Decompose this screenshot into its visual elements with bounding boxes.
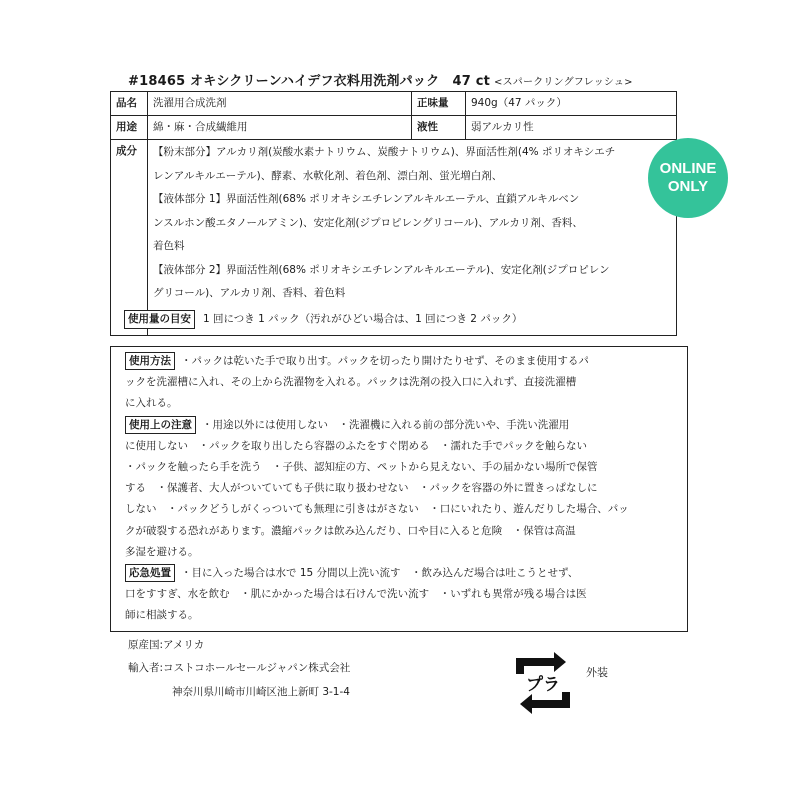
method-line: 使用方法 ・パックは乾いた手で取り出す。パックを切ったり開けたりせず、そのまま使用するパ [125,351,677,372]
importer-address: 神奈川県川崎市川崎区池上新町 3-1-4 [172,686,350,698]
instructions-box [110,346,688,632]
caution-line: クが破裂する恐れがあります。濃縮パックは飲み込んだり、口や目に入ると危険 ・保管は高温 [125,524,576,537]
product-name-label: 品名 [111,92,148,116]
online-only-badge [648,138,728,218]
ingredients-value [148,140,677,336]
ingredients-line: 【液体部分 2】界面活性剤(68% ポリオキシエチレンアルキルエーテル)、安定化剤(ジプロピレン [153,263,610,276]
caution-line: 多湿を避ける。 [125,545,199,558]
method-label: 使用方法 [125,352,175,370]
ingredients-line: レンアルキルエーテル)、酵素、水軟化剤、着色剤、漂白剤、蛍光増白剤、 [153,169,503,182]
product-name-value: 洗濯用合成洗剤 [148,92,412,116]
method-line: に入れる。 [125,397,178,410]
caution-line: する ・保護者、大人がついていても子供に取り扱わせない ・パックを容器の外に置きっぱなしに [125,482,598,495]
spec-table [110,91,677,336]
usage-value: 綿・麻・合成繊維用 [148,116,412,140]
emergency-label: 応急処置 [125,564,175,582]
usage-guide-text: 1 回につき 1 パック（汚れがひどい場合は、1 回につき 2 パック） [203,313,523,325]
liquid-value: 弱アルカリ性 [466,116,677,140]
ingredients-line: 【液体部分 1】界面活性剤(68% ポリオキシエチレンアルキルエーテル、直鎖アルキルベン [153,193,580,205]
emergency-line: 応急処置 ・目に入った場合は水で 15 分間以上洗い流す ・飲み込んだ場合は吐こうとせず、 [125,563,677,584]
ingredients-line: ンスルホン酸エタノールアミン)、安定化剤(ジプロピレングリコール)、アルカリ剤、香料、 [153,216,583,229]
emergency-line: 口をすすぎ、水を飲む ・肌にかかった場合は石けんで洗い流す ・いずれも異常が残る場合は医 [125,588,587,601]
ingredients-line: 着色料 [153,240,185,252]
product-variant: <スパークリングフレッシュ> [494,77,633,88]
usage-guide-label: 使用量の目安 [124,310,195,329]
caution-line: に使用しない ・パックを取り出したら容器のふたをすぐ閉める ・濡れた手でパックを触らない [125,439,587,452]
spec-row-usage [111,116,677,140]
plastic-recycle-icon [508,648,578,718]
emergency-line: 師に相談する。 [125,609,199,622]
liquid-label: 液性 [412,116,466,140]
badge-line-2: ONLY [667,178,709,195]
recycle-label: 外装 [586,666,608,679]
spec-row-name [111,92,677,116]
usage-label: 用途 [111,116,148,140]
caution-line: ・パックを触ったら手を洗う ・子供、認知症の方、ペットから見えない、手の届かない場所で保管 [125,461,598,474]
net-weight-label: 正味量 [412,92,466,116]
product-title-main: #18465 オキシクリーンハイデフ衣料用洗剤パック 47 ct [128,74,491,89]
product-title [128,70,633,89]
ingredients-label: 成分 [111,140,148,336]
origin-country: 原産国:アメリカ [128,639,205,651]
recycle-mark-text: プラ [526,675,560,695]
badge-line-1: ONLINE [659,160,717,177]
ingredients-line: グリコール)、アルカリ剤、香料、着色料 [153,287,346,299]
ingredients-line: 【粉末部分】アルカリ剤(炭酸水素ナトリウム、炭酸ナトリウム)、界面活性剤(4% ポリオキシエチ [153,146,616,158]
net-weight-value: 940g（47 パック） [466,92,677,116]
method-line: ックを洗濯槽に入れ、その上から洗濯物を入れる。パックは洗剤の投入口に入れず、直接洗濯槽 [125,376,577,389]
caution-line: しない ・パックどうしがくっついても無理に引きはがさない ・口にいれたり、遊んだりした場合、パッ [125,503,629,516]
spec-row-ingredients [111,140,677,336]
usage-guide [124,310,522,329]
importer: 輸入者:コストコホールセールジャパン株式会社 [128,662,351,674]
caution-line: 使用上の注意 ・用途以外には使用しない ・洗濯機に入れる前の部分洗いや、手洗い洗濯用 [125,415,677,436]
caution-label: 使用上の注意 [125,416,196,434]
